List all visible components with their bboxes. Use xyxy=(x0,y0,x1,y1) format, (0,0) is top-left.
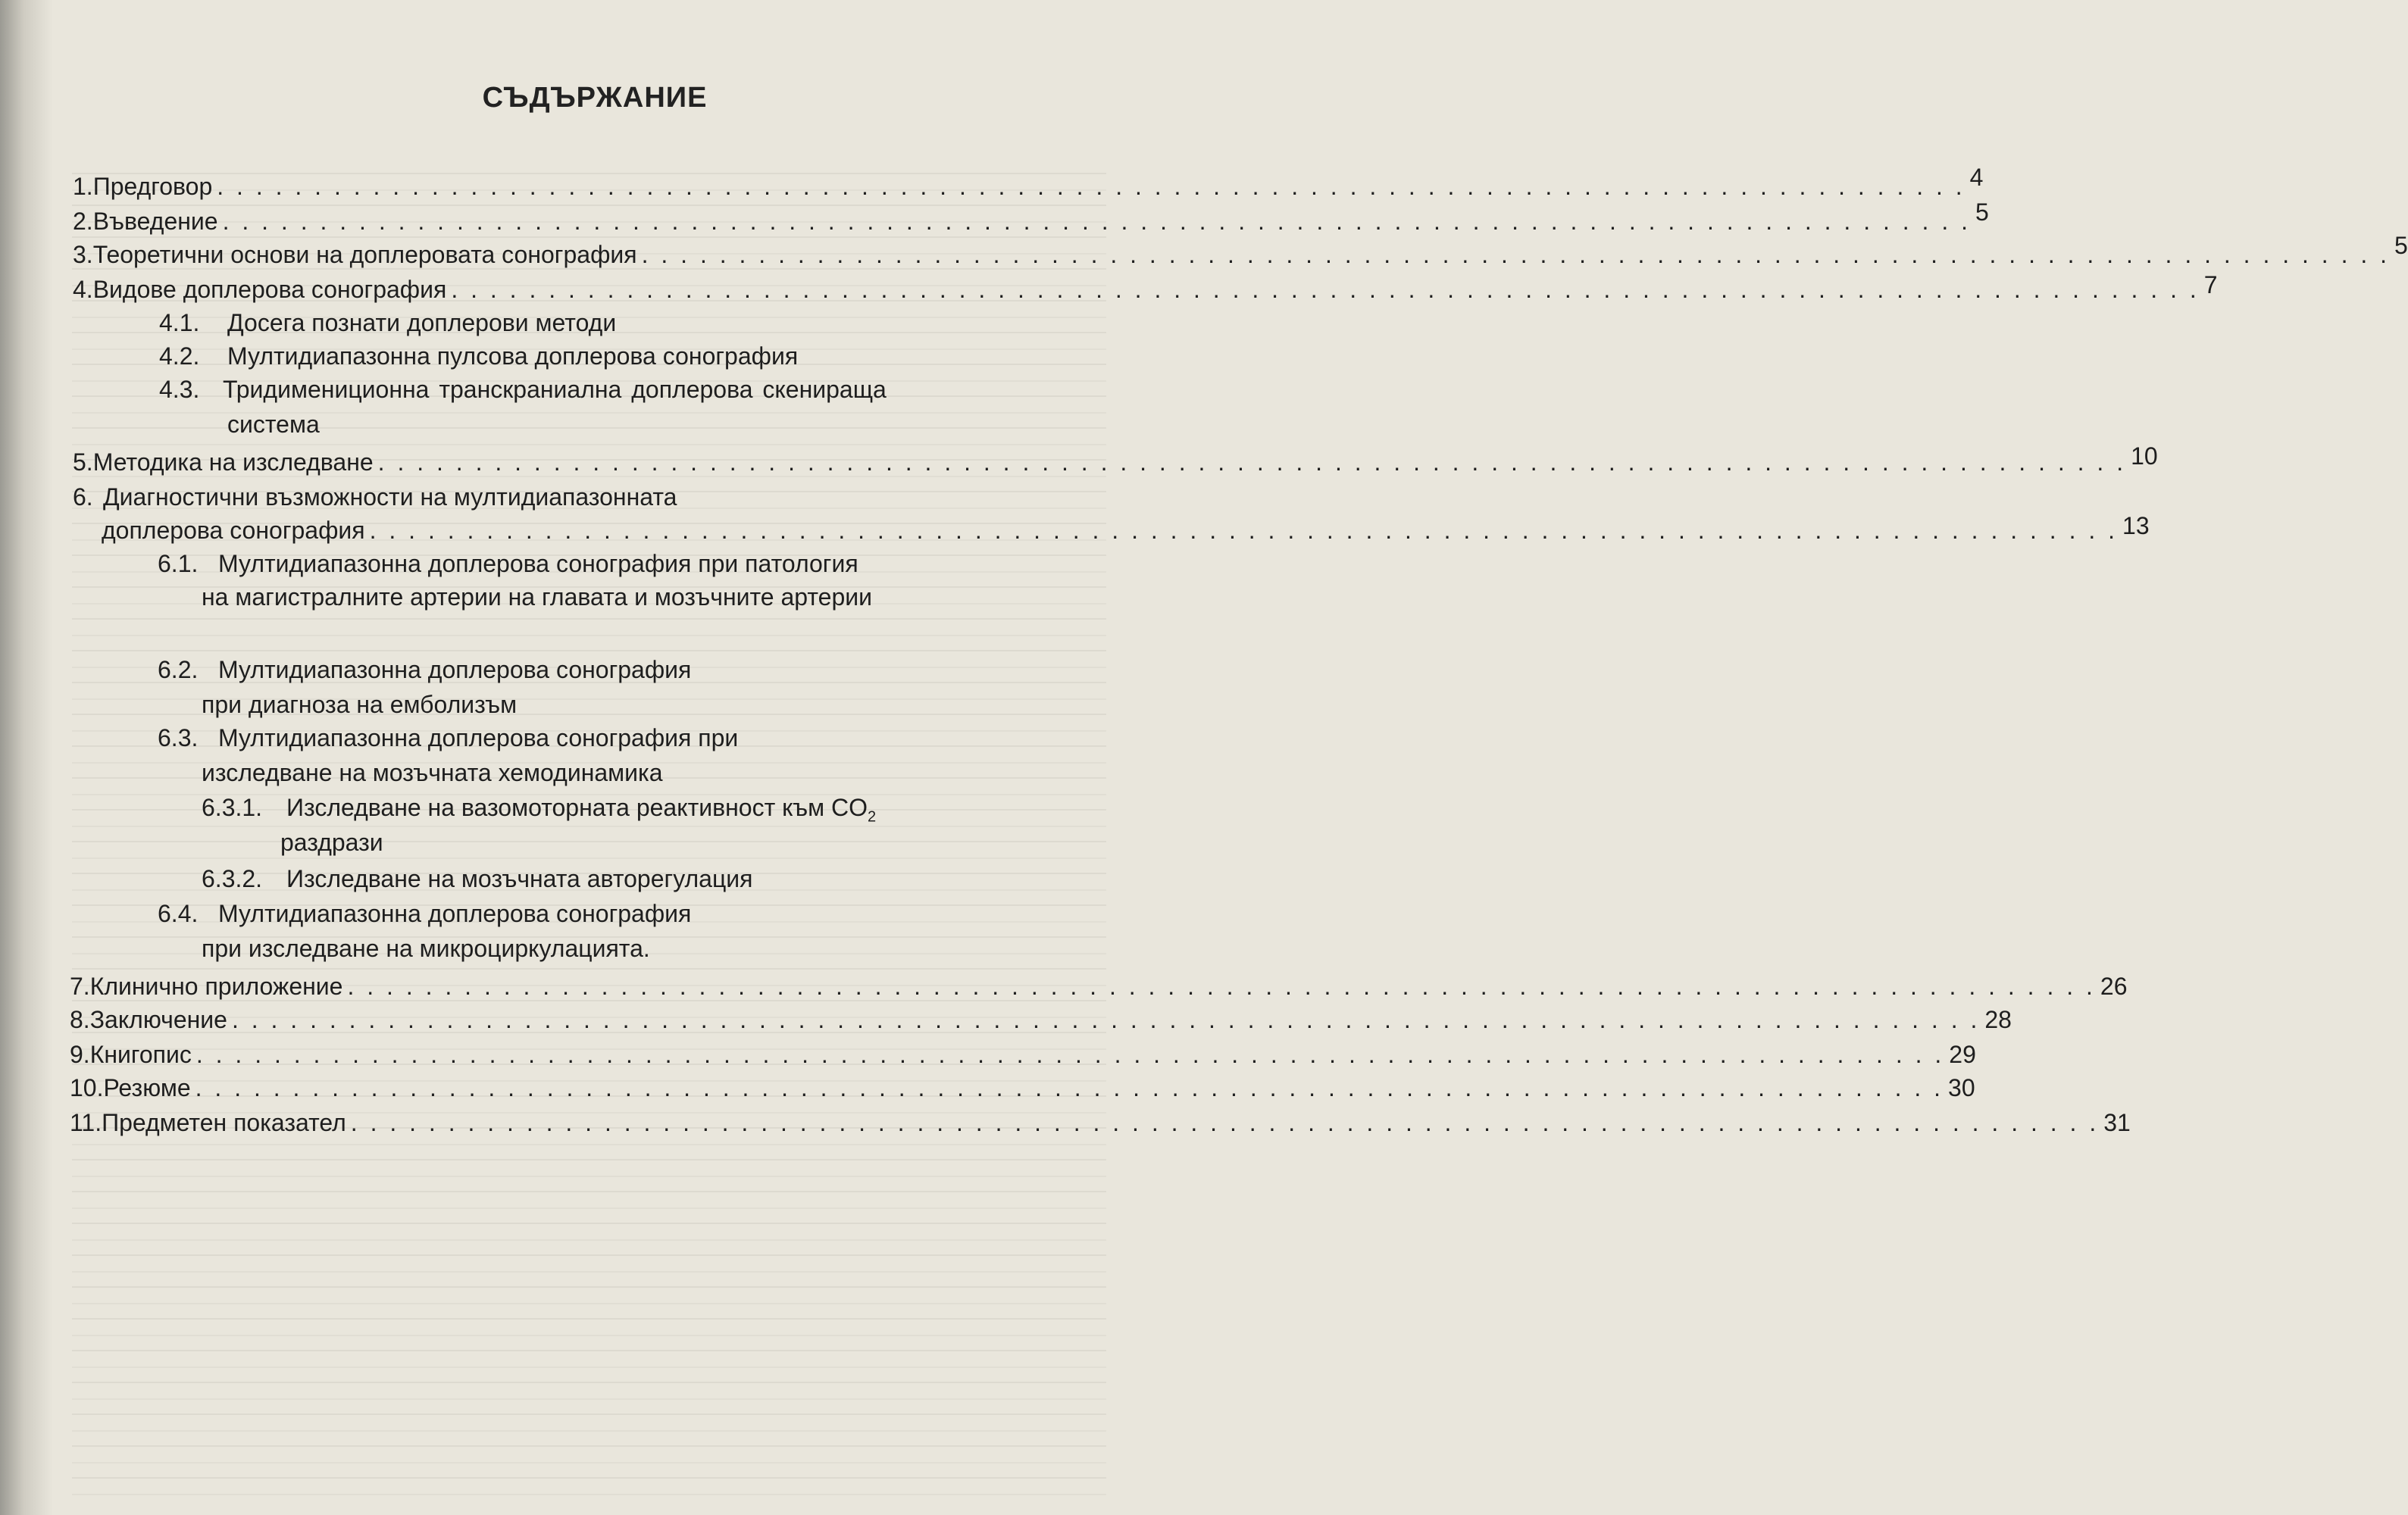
toc-entry-6-continued xyxy=(102,512,2150,545)
toc-entry-4 xyxy=(73,271,2218,305)
toc-entry-6 xyxy=(73,482,677,512)
leader-dots: . . . . . . . . . . . . . . . . . . . . . . . . . . . . . . . . . . . . . . . . . . . . . . . . . . . . . . . . . . . . . . . . . . . . . . . . . . . . . . . . . . . . . . . . . . xyxy=(222,208,1971,235)
toc-page: 26 xyxy=(2100,973,2128,1000)
leader-dots: . . . . . . . . . . . . . . . . . . . . . . . . . . . . . . . . . . . . . . . . . . . . . . . . . . . . . . . . . . . . . . . . . . . . . . . . . . . . . . . . . . . . . . . . . . xyxy=(350,1109,2100,1136)
toc-number: 7. xyxy=(70,973,90,1000)
toc-label: Изследване на вазомоторната реактивност към CO xyxy=(286,794,868,821)
book-gutter-shadow xyxy=(0,0,53,1515)
toc-page: 13 xyxy=(2122,512,2150,539)
toc-entry-11 xyxy=(70,1107,2131,1138)
toc-number: 3. xyxy=(73,241,93,268)
toc-number: 4.2. xyxy=(159,342,200,370)
toc-page: 5 xyxy=(2394,232,2408,259)
toc-entry-1 xyxy=(73,164,1984,201)
toc-entry-6-3 xyxy=(158,723,738,753)
toc-label: Мултидиапазонна доплерова сонография xyxy=(218,656,692,683)
toc-label: Тридимениционна транскраниална доплерова скенираща xyxy=(223,376,887,403)
toc-label: Предметен показател xyxy=(102,1109,346,1136)
toc-number: 6.3.1. xyxy=(202,794,263,821)
toc-entry-6-1-continued: на магистралните артерии на главата и мозъчните артерии xyxy=(202,583,872,611)
toc-entry-6-3-2 xyxy=(202,864,752,894)
toc-page: 30 xyxy=(1948,1074,1975,1101)
toc-label: Диагностични възможности на мултидиапазонната xyxy=(103,483,677,511)
leader-dots: . . . . . . . . . . . . . . . . . . . . . . . . . . . . . . . . . . . . . . . . . . . . . . . . . . . . . . . . . . . . . . . . . . . . . . . . . . . . . . . . . . . . . . . . . . xyxy=(195,1041,1945,1068)
toc-entry-8 xyxy=(70,1004,2012,1035)
subscript: 2 xyxy=(868,808,877,826)
toc-label: Видове доплерова сонография xyxy=(92,276,447,303)
toc-label: Предговор xyxy=(92,173,213,200)
toc-entry-9 xyxy=(70,1039,1976,1070)
toc-label: Въведение xyxy=(92,208,218,235)
toc-number: 6.4. xyxy=(158,900,199,927)
toc-entry-6-1 xyxy=(158,548,858,579)
toc-number: 9. xyxy=(70,1041,90,1068)
toc-entry-6-4-continued: при изследване на микроциркулацията. xyxy=(202,935,650,962)
leader-dots: . . . . . . . . . . . . . . . . . . . . . . . . . . . . . . . . . . . . . . . . . . . . . . . . . . . . . . . . . . . . . . . . . . . . . . . . . . . . . . . . . . . . . . . . . . xyxy=(195,1074,1944,1101)
leader-dots: . . . . . . . . . . . . . . . . . . . . . . . . . . . . . . . . . . . . . . . . . . . . . . . . . . . . . . . . . . . . . . . . . . . . . . . . . . . . . . . . . . . . . . . . . . xyxy=(377,448,2127,476)
toc-label: Клинично приложение xyxy=(89,973,343,1000)
toc-entry-6-4 xyxy=(158,898,691,929)
leader-dots: . . . . . . . . . . . . . . . . . . . . . . . . . . . . . . . . . . . . . . . . . . . . . . . . . . . . . . . . . . . . . . . . . . . . . . . . . . . . . . . . . . . . . . . . . . xyxy=(451,276,2200,303)
toc-number: 4.1. xyxy=(159,309,200,336)
toc-entry-2 xyxy=(73,198,1989,236)
toc-entry-4-1 xyxy=(159,308,616,338)
toc-label: Теоретични основи на доплеровата сонография xyxy=(92,241,637,268)
toc-number: 6. xyxy=(73,483,93,511)
toc-entry-6-3-1-continued: раздрази xyxy=(280,829,383,856)
toc-number: 5. xyxy=(73,448,93,476)
toc-label: доплерова сонография xyxy=(102,517,365,544)
leader-dots: . . . . . . . . . . . . . . . . . . . . . . . . . . . . . . . . . . . . . . . . . . . . . . . . . . . . . . . . . . . . . . . . . . . . . . . . . . . . . . . . . . . . . . . . . . xyxy=(231,1006,1981,1033)
toc-page: 4 xyxy=(1969,164,1984,191)
toc-label: Мултидиапазонна доплерова сонография при патология xyxy=(218,550,858,577)
toc-entry-3 xyxy=(73,232,2408,270)
leader-dots: . . . . . . . . . . . . . . . . . . . . . . . . . . . . . . . . . . . . . . . . . . . . . . . . . . . . . . . . . . . . . . . . . . . . . . . . . . . . . . . . . . . . . . . . . . xyxy=(369,517,2119,544)
toc-label: Изследване на мозъчната авторегулация xyxy=(286,865,753,892)
toc-page: 5 xyxy=(1975,198,1989,226)
toc-entry-4-3-continued: система xyxy=(227,411,320,438)
toc-entry-4-2 xyxy=(159,341,798,371)
toc-number: 10. xyxy=(70,1074,104,1101)
toc-label: Мултидиапазонна пулсова доплерова сонография xyxy=(227,342,799,370)
toc-entry-6-2 xyxy=(158,654,691,685)
leader-dots: . . . . . . . . . . . . . . . . . . . . . . . . . . . . . . . . . . . . . . . . . . . . . . . . . . . . . . . . . . . . . . . . . . . . . . . . . . . . . . . . . . . . . . . . . . xyxy=(641,241,2391,268)
toc-number: 1. xyxy=(73,173,93,200)
toc-page: 29 xyxy=(1949,1041,1976,1068)
leader-dots: . . . . . . . . . . . . . . . . . . . . . . . . . . . . . . . . . . . . . . . . . . . . . . . . . . . . . . . . . . . . . . . . . . . . . . . . . . . . . . . . . . . . . . . . . . xyxy=(347,973,2096,1000)
toc-entry-6-3-continued: изследване на мозъчната хемодинамика xyxy=(202,759,663,786)
toc-label: Мултидиапазонна доплерова сонография при xyxy=(218,724,739,751)
toc-number: 6.2. xyxy=(158,656,199,683)
page-title: СЪДЪРЖАНИЕ xyxy=(482,82,708,114)
toc-number: 8. xyxy=(70,1006,90,1033)
toc-number: 6.1. xyxy=(158,550,199,577)
toc-label: Книгопис xyxy=(89,1041,192,1068)
toc-number: 6.3.2. xyxy=(202,865,263,892)
toc-label: Резюме xyxy=(103,1074,191,1101)
toc-page: 28 xyxy=(1984,1006,2012,1033)
toc-entry-4-3 xyxy=(159,374,887,405)
toc-entry-7 xyxy=(70,971,2128,1001)
toc-number: 11. xyxy=(70,1109,102,1136)
toc-entry-6-2-continued: при диагноза на емболизъм xyxy=(202,691,518,718)
toc-number: 4.3. xyxy=(159,376,200,403)
toc-entry-6-3-1 xyxy=(202,792,876,832)
toc-label: Мултидиапазонна доплерова сонография xyxy=(218,900,692,927)
toc-page: 7 xyxy=(2203,271,2218,298)
toc-label: Досега познати доплерови методи xyxy=(227,309,617,336)
toc-number: 6.3. xyxy=(158,724,199,751)
toc-page: 31 xyxy=(2103,1109,2131,1136)
toc-entry-10 xyxy=(70,1073,1975,1103)
toc-number: 4. xyxy=(73,276,93,303)
leader-dots: . . . . . . . . . . . . . . . . . . . . . . . . . . . . . . . . . . . . . . . . . . . . . . . . . . . . . . . . . . . . . . . . . . . . . . . . . . . . . . . . . . . . . . . . . . xyxy=(217,173,1965,200)
toc-number: 2. xyxy=(73,208,93,235)
toc-label: Заключение xyxy=(89,1006,227,1033)
toc-entry-5 xyxy=(73,442,2158,477)
toc-label: Методика на изследване xyxy=(92,448,374,476)
toc-page: 10 xyxy=(2131,442,2158,470)
